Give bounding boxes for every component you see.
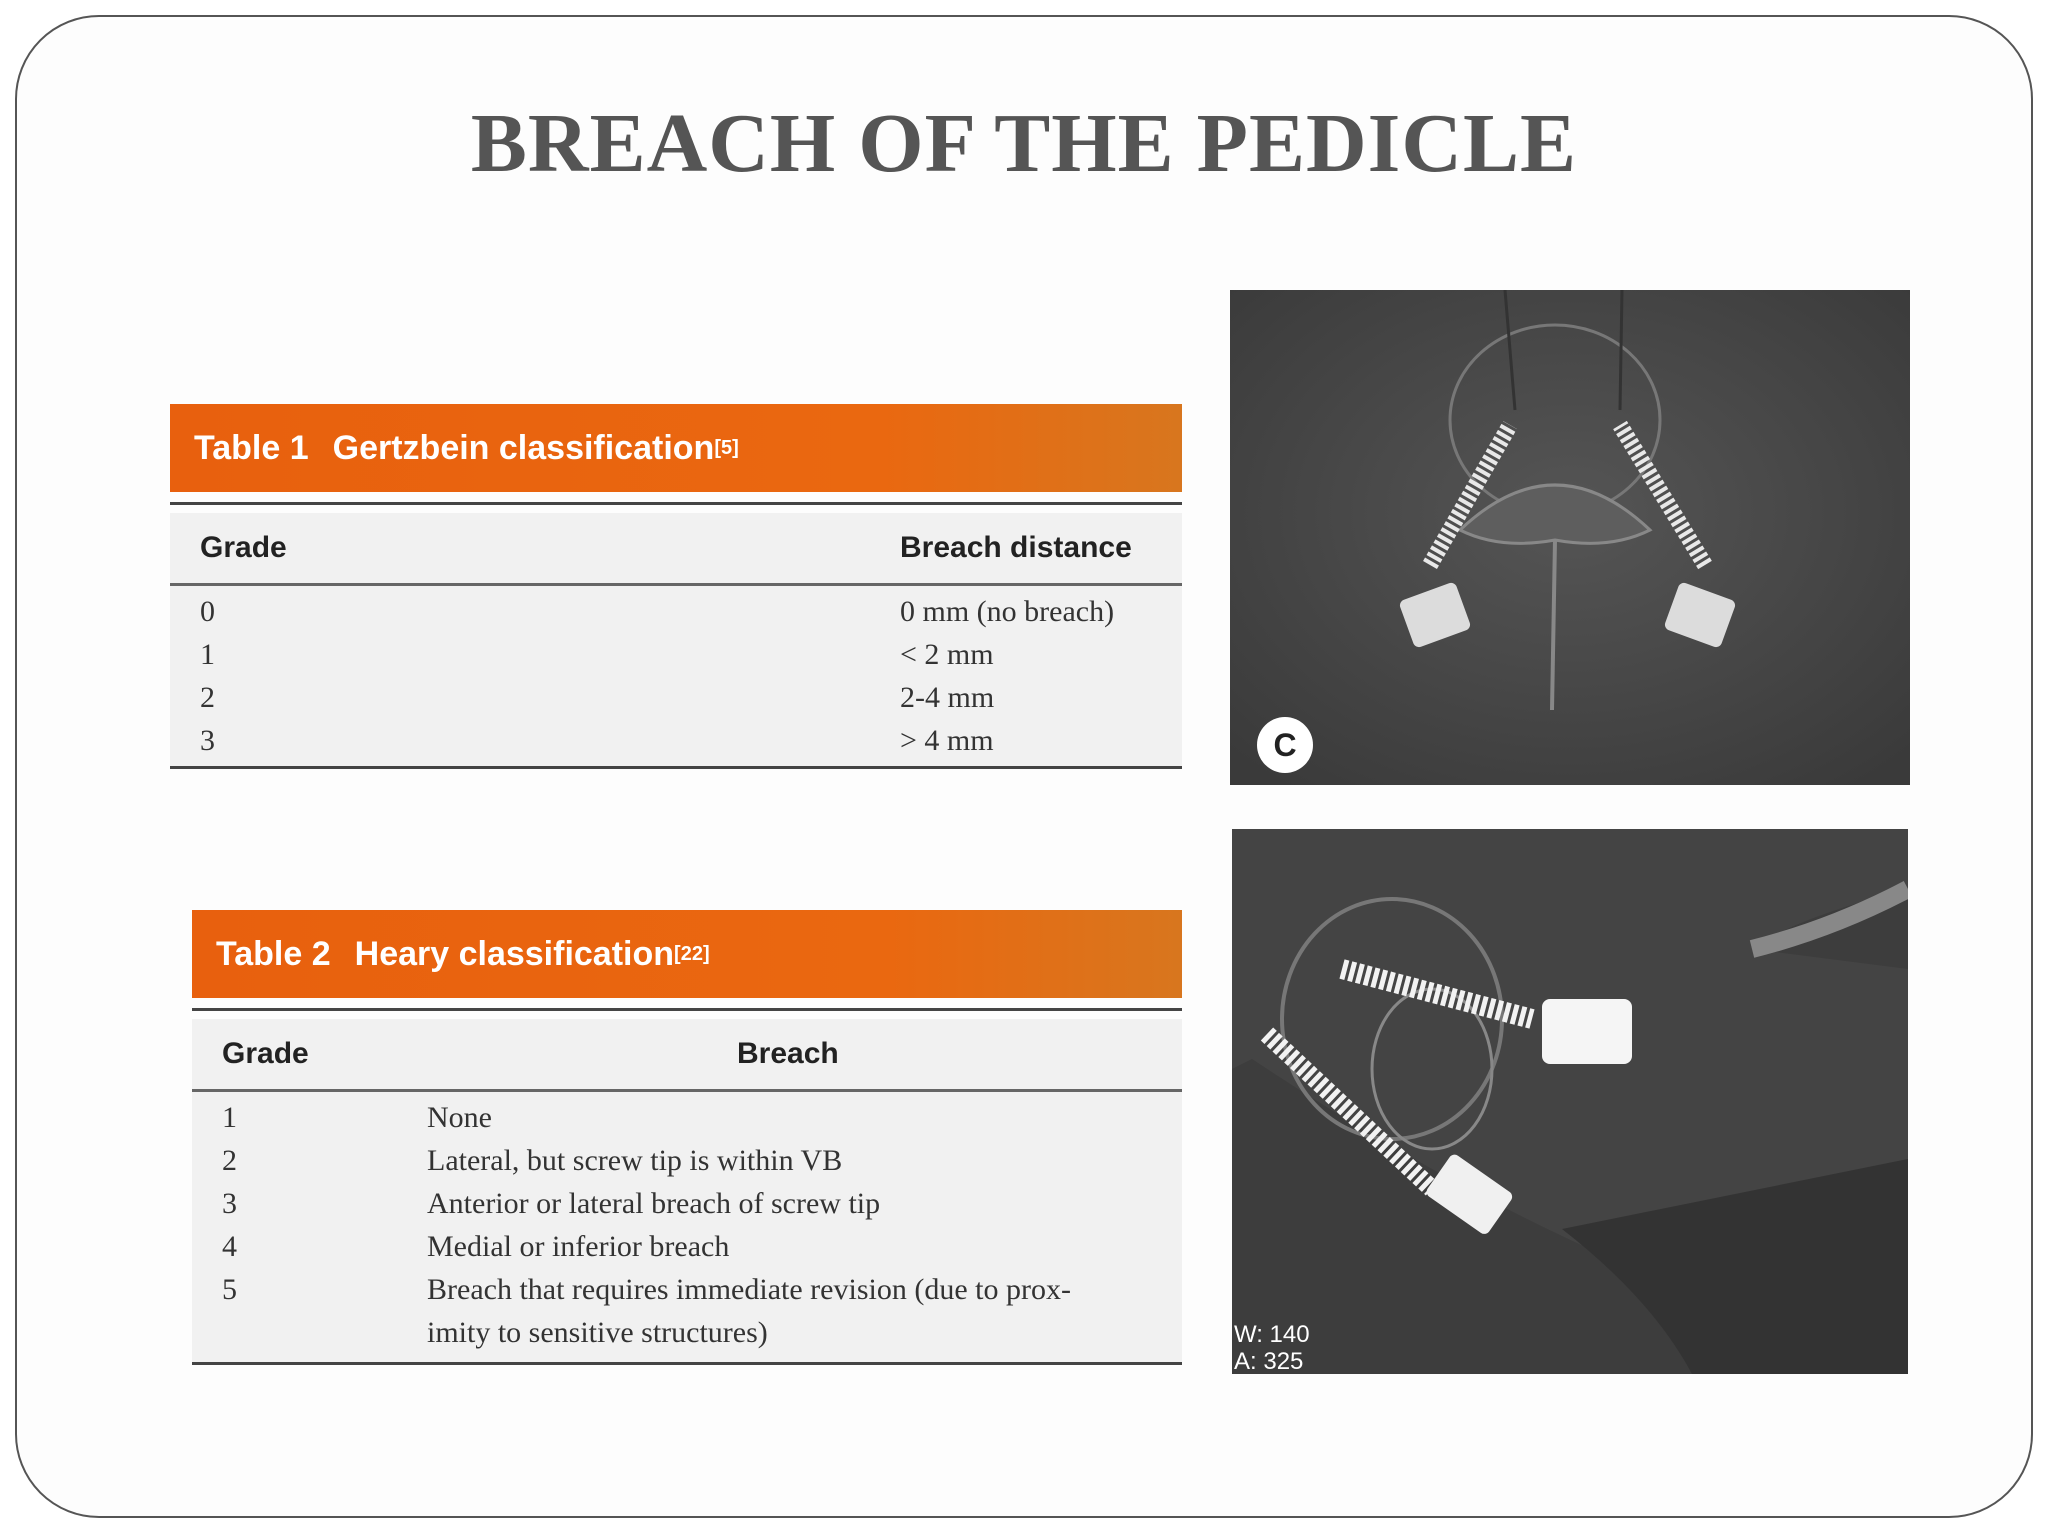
table-1-title: Gertzbein classification — [332, 428, 715, 467]
table-1-bottom-rule — [170, 766, 1182, 769]
col-breach: Breach — [737, 1037, 839, 1070]
table-1-column-headers — [170, 513, 1182, 586]
row-grade: 1 — [200, 638, 215, 671]
table-row — [170, 590, 1182, 633]
ct-oblique-scan-graphic — [1232, 829, 1908, 1374]
table-2-number: Table 2 — [216, 934, 331, 973]
table-2-top-rule — [192, 1008, 1182, 1011]
table-1-ref: [5] — [714, 436, 739, 459]
ct-window-text: W: 140 — [1234, 1321, 1310, 1348]
table-2-body — [192, 1019, 1182, 1362]
row-value: Medial or inferior breach — [427, 1230, 730, 1263]
table-row — [170, 676, 1182, 719]
page-title: BREACH OF THE PEDICLE — [470, 97, 1578, 190]
ct-axial-image — [1230, 290, 1910, 785]
table-row — [192, 1139, 1182, 1182]
row-grade: 1 — [222, 1101, 237, 1134]
col-grade: Grade — [200, 531, 287, 564]
row-value: > 4 mm — [900, 724, 994, 757]
table-row — [192, 1268, 1182, 1354]
row-grade: 2 — [200, 681, 215, 714]
table-1-body — [170, 513, 1182, 766]
col-grade: Grade — [222, 1037, 309, 1070]
table-2-header — [192, 910, 1182, 998]
col-breach-distance: Breach distance — [900, 531, 1132, 564]
table-2-bottom-rule — [192, 1362, 1182, 1365]
row-value: 2-4 mm — [900, 681, 995, 714]
row-value: None — [427, 1101, 492, 1134]
ct-oblique-image — [1232, 829, 1908, 1374]
row-value: < 2 mm — [900, 638, 994, 671]
row-value: 0 mm (no breach) — [900, 595, 1115, 628]
table-1-header — [170, 404, 1182, 492]
row-value: Anterior or lateral breach of screw tip — [427, 1187, 881, 1220]
table-row — [170, 633, 1182, 676]
table-2-title: Heary classification — [354, 934, 675, 973]
ct-axial-scan-graphic — [1230, 290, 1910, 785]
row-value-line-1: Breach that requires immediate revision (due to prox- — [427, 1273, 1071, 1306]
table-row — [192, 1225, 1182, 1268]
table-row — [170, 719, 1182, 762]
row-grade: 5 — [222, 1273, 237, 1306]
gertzbein-table — [170, 404, 1182, 769]
table-2-ref: [22] — [674, 942, 710, 965]
row-grade: 0 — [200, 595, 215, 628]
table-1-top-rule — [170, 502, 1182, 505]
ct-label-c: C — [1273, 727, 1297, 763]
row-value-line-2: imity to sensitive structures) — [427, 1316, 768, 1349]
row-grade: 2 — [222, 1144, 237, 1177]
row-grade: 4 — [222, 1230, 237, 1263]
row-value: Lateral, but screw tip is within VB — [427, 1144, 843, 1177]
row-grade: 3 — [200, 724, 215, 757]
heary-table — [192, 910, 1182, 1365]
ct-level-text: A: 325 — [1234, 1348, 1304, 1374]
table-row — [192, 1096, 1182, 1139]
row-grade: 3 — [222, 1187, 237, 1220]
row-value — [427, 1268, 1071, 1354]
table-2-column-headers — [192, 1019, 1182, 1092]
table-row — [192, 1182, 1182, 1225]
table-1-number: Table 1 — [194, 428, 309, 467]
